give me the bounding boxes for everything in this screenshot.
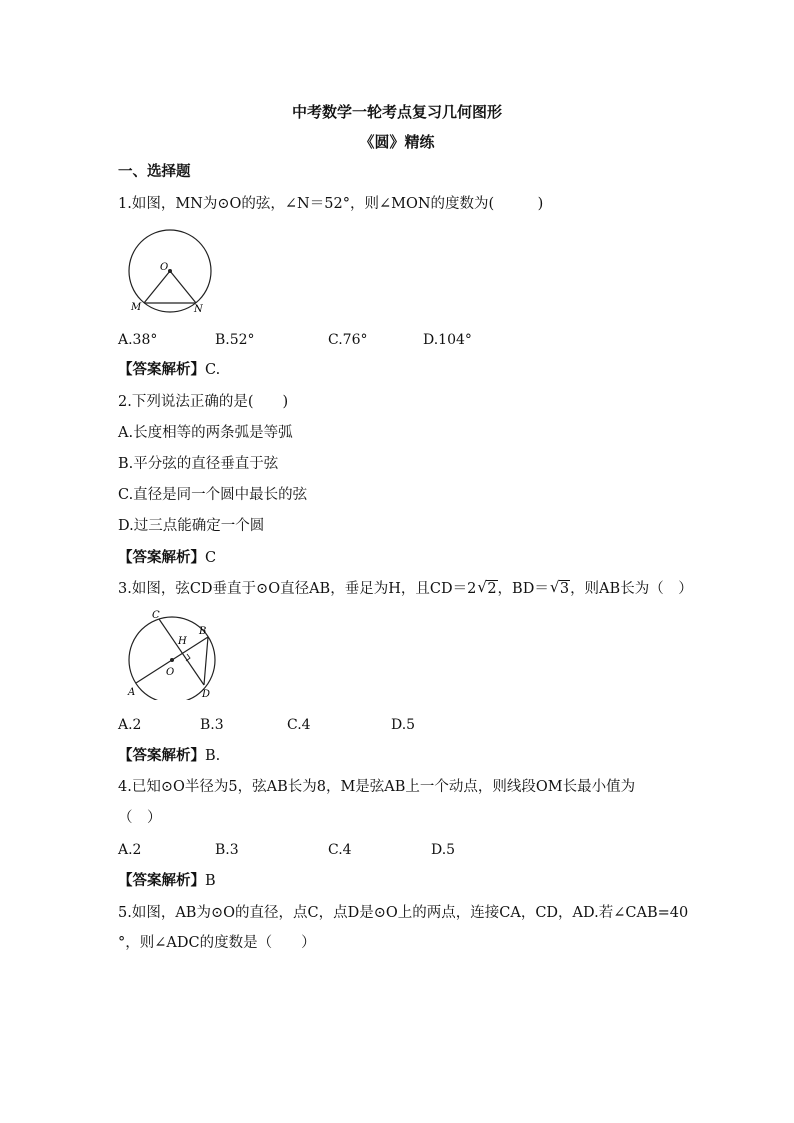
sqrt-radicand: 2 bbox=[487, 581, 497, 597]
page-title: 中考数学一轮考点复习几何图形 bbox=[291, 103, 502, 121]
question-3-option-c: C.4 bbox=[287, 717, 311, 733]
question-1-option-c: C.76° bbox=[328, 332, 368, 348]
question-3-stem bbox=[118, 579, 693, 599]
answer-value: C. bbox=[205, 362, 221, 378]
question-1-option-a: A.38° bbox=[118, 332, 158, 348]
question-1-option-b: B.52° bbox=[215, 332, 255, 348]
answer-label: 【答案解析】 bbox=[118, 550, 205, 566]
question-4-option-d: D.5 bbox=[431, 842, 456, 858]
question-4-stem-line-2: （ ） bbox=[118, 810, 162, 826]
question-3-figure bbox=[122, 608, 222, 700]
answer-value: B bbox=[205, 873, 216, 889]
label-n: N bbox=[194, 304, 203, 315]
label-d: D bbox=[202, 689, 211, 700]
answer-label: 【答案解析】 bbox=[118, 362, 205, 378]
page-subtitle: 《圆》精练 bbox=[359, 133, 435, 151]
section-heading: 一、选择题 bbox=[118, 164, 191, 180]
question-4-option-c: C.4 bbox=[328, 842, 352, 858]
question-1-answer bbox=[118, 360, 220, 380]
label-o: O bbox=[160, 262, 169, 273]
question-1-figure bbox=[124, 228, 220, 316]
radius-on bbox=[170, 271, 196, 303]
question-4-option-b: B.3 bbox=[215, 842, 239, 858]
segment-bd bbox=[204, 637, 208, 685]
question-2-statement-a: A.长度相等的两条弧是等弧 bbox=[118, 425, 293, 441]
question-2-statement-c: C.直径是同一个圆中最长的弦 bbox=[118, 487, 308, 503]
radius-om bbox=[144, 271, 170, 303]
question-2-stem: 2.下列说法正确的是( ) bbox=[118, 394, 289, 410]
label-c: C bbox=[152, 610, 160, 621]
sqrt-radicand: 3 bbox=[559, 581, 570, 597]
question-3-option-d: D.5 bbox=[391, 717, 416, 733]
sqrt-expression: √ 3 bbox=[549, 578, 570, 597]
question-1-stem: 1.如图，MN为⊙O的弦，∠N＝52°，则∠MON的度数为( ) bbox=[118, 196, 544, 212]
label-a: A bbox=[128, 687, 136, 698]
question-5-stem-line-2: °，则∠ADC的度数是（ ） bbox=[118, 935, 316, 951]
question-5-stem-line-1: 5.如图，AB为⊙O的直径，点C，点D是⊙O上的两点，连接CA，CD，AD.若∠CAB=40 bbox=[118, 905, 689, 921]
label-m: M bbox=[131, 302, 142, 313]
question-4-stem-line-1: 4.已知⊙O半径为5，弦AB长为8，M是弦AB上一个动点，则线段OM长最小值为 bbox=[118, 779, 636, 795]
center-point bbox=[170, 658, 174, 662]
answer-value: C bbox=[205, 550, 217, 566]
question-2-statement-d: D.过三点能确定一个圆 bbox=[118, 518, 265, 534]
question-1-option-d: D.104° bbox=[423, 332, 472, 348]
question-2-answer bbox=[118, 548, 216, 568]
label-h: H bbox=[178, 636, 187, 647]
question-4-option-a: A.2 bbox=[118, 842, 142, 858]
stem-part: ，BD＝ bbox=[497, 581, 549, 597]
answer-label: 【答案解析】 bbox=[118, 748, 205, 764]
question-3-answer bbox=[118, 746, 220, 766]
stem-part: 3.如图，弦CD垂直于⊙O直径AB，垂足为H，且CD＝2 bbox=[118, 581, 477, 597]
sqrt-expression: √ 2 bbox=[477, 578, 497, 597]
stem-part: ，则AB长为（ ） bbox=[570, 581, 693, 597]
label-o: O bbox=[166, 667, 175, 678]
question-3-option-a: A.2 bbox=[118, 717, 142, 733]
center-point bbox=[168, 269, 172, 273]
answer-label: 【答案解析】 bbox=[118, 873, 205, 889]
question-2-statement-b: B.平分弦的直径垂直于弦 bbox=[118, 456, 279, 472]
label-b: B bbox=[199, 626, 207, 637]
answer-value: B. bbox=[205, 748, 221, 764]
question-4-answer bbox=[118, 871, 216, 891]
question-3-option-b: B.3 bbox=[200, 717, 224, 733]
